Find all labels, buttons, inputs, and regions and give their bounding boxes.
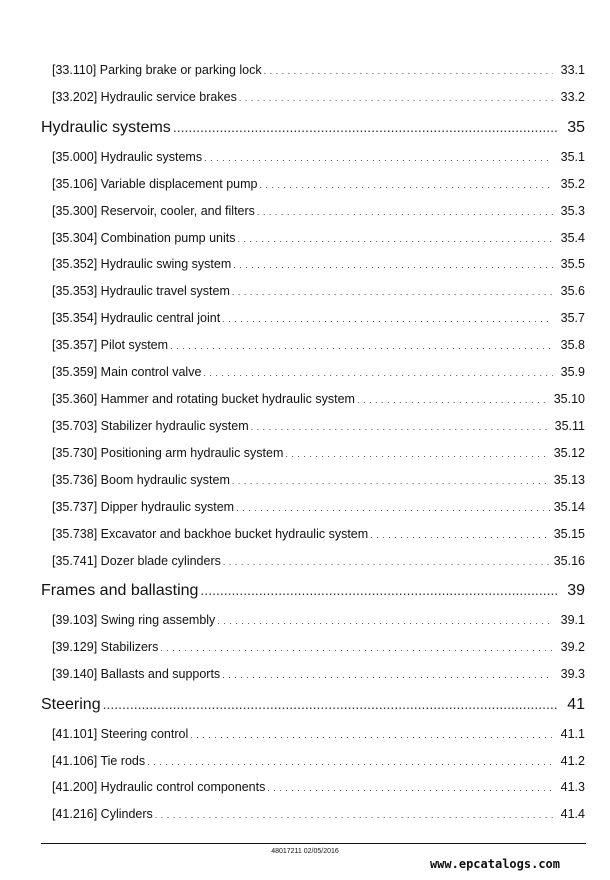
toc-entry-label: [35.703] Stabilizer hydraulic system bbox=[52, 419, 249, 433]
toc-entry-label: [35.304] Combination pump units bbox=[52, 231, 236, 245]
toc-leader-dots bbox=[232, 284, 553, 298]
toc-entry[interactable] bbox=[52, 311, 585, 329]
toc-page-number: 41.1 bbox=[560, 727, 585, 741]
toc-page-number: 35.14 bbox=[553, 500, 585, 514]
toc-leader-dots bbox=[257, 204, 553, 218]
toc-entry-label: [35.359] Main control valve bbox=[52, 365, 202, 379]
toc-entry[interactable] bbox=[52, 754, 585, 772]
toc-leader-dots bbox=[357, 392, 550, 406]
toc-leader-dots bbox=[173, 119, 557, 137]
toc-page-number: 41.3 bbox=[560, 780, 585, 794]
toc-entry-label: [35.730] Positioning arm hydraulic system bbox=[52, 446, 284, 460]
toc-entry-label: [33.202] Hydraulic service brakes bbox=[52, 90, 237, 104]
toc-entry-label: [35.737] Dipper hydraulic system bbox=[52, 500, 235, 514]
toc-entry-label: [35.736] Boom hydraulic system bbox=[52, 473, 230, 487]
toc-leader-dots bbox=[103, 696, 557, 714]
toc-leader-dots bbox=[223, 554, 550, 568]
toc-entry[interactable] bbox=[52, 500, 585, 518]
toc-leader-dots bbox=[239, 90, 553, 104]
toc-leader-dots bbox=[285, 446, 549, 460]
toc-entry-label: [39.129] Stabilizers bbox=[52, 640, 159, 654]
toc-page-number: 35.10 bbox=[553, 392, 585, 406]
toc-page-number: 39 bbox=[567, 582, 585, 599]
toc-entry[interactable] bbox=[52, 727, 585, 745]
toc-entry[interactable] bbox=[52, 527, 585, 545]
toc-entry[interactable] bbox=[52, 446, 585, 464]
toc-entry[interactable] bbox=[52, 284, 585, 302]
toc-leader-dots bbox=[190, 727, 553, 741]
toc-page-number: 39.3 bbox=[560, 667, 585, 681]
toc-leader-dots bbox=[203, 365, 553, 379]
toc-entry[interactable] bbox=[52, 554, 585, 572]
toc-page-number: 35.5 bbox=[560, 257, 585, 271]
toc-page-number: 41.2 bbox=[560, 754, 585, 768]
toc-entry-label: [35.741] Dozer blade cylinders bbox=[52, 554, 221, 568]
toc-entry[interactable] bbox=[52, 640, 585, 658]
toc-entry-label: [35.738] Excavator and backhoe bucket hydraulic system bbox=[52, 527, 369, 541]
toc-page-number: 35.15 bbox=[553, 527, 585, 541]
toc-entry[interactable] bbox=[52, 613, 585, 631]
watermark-url: www.epcatalogs.com bbox=[429, 857, 560, 871]
toc-leader-dots bbox=[237, 231, 553, 245]
toc-entry[interactable] bbox=[52, 204, 585, 222]
toc-entry[interactable] bbox=[52, 90, 585, 108]
toc-leader-dots bbox=[160, 640, 553, 654]
toc-page-number: 35.1 bbox=[560, 150, 585, 164]
toc-leader-dots bbox=[170, 338, 553, 352]
toc-page-number: 35.11 bbox=[554, 419, 585, 433]
toc-entry[interactable] bbox=[52, 667, 585, 685]
toc-leader-dots bbox=[222, 667, 553, 681]
toc-page-number: 33.1 bbox=[560, 63, 585, 77]
toc-page-number: 35.4 bbox=[560, 231, 585, 245]
toc-page-number: 39.2 bbox=[560, 640, 585, 654]
toc-entry-label: [35.000] Hydraulic systems bbox=[52, 150, 203, 164]
toc-entry-label: [41.106] Tie rods bbox=[52, 754, 146, 768]
toc-entry-label: [41.200] Hydraulic control components bbox=[52, 780, 266, 794]
toc-page-number: 35.13 bbox=[553, 473, 585, 487]
toc-page-number: 33.2 bbox=[560, 90, 585, 104]
toc-leader-dots bbox=[232, 473, 550, 487]
toc-leader-dots bbox=[264, 63, 553, 77]
toc-page-number: 41.4 bbox=[560, 807, 585, 821]
toc-page-number: 35.3 bbox=[560, 204, 585, 218]
toc-page-number: 35.2 bbox=[560, 177, 585, 191]
toc-section-heading[interactable] bbox=[41, 696, 585, 718]
toc-entry-label: [39.103] Swing ring assembly bbox=[52, 613, 216, 627]
toc-page-number: 35.16 bbox=[553, 554, 585, 568]
toc-leader-dots bbox=[236, 500, 550, 514]
toc-entry-label: [35.106] Variable displacement pump bbox=[52, 177, 258, 191]
toc-entry[interactable] bbox=[52, 150, 585, 168]
footer-document-code: 48017211 02/05/2016 bbox=[271, 848, 339, 855]
toc-leader-dots bbox=[251, 419, 551, 433]
toc-entry[interactable] bbox=[52, 231, 585, 249]
toc-leader-dots bbox=[259, 177, 553, 191]
toc-leader-dots bbox=[370, 527, 550, 541]
toc-entry[interactable] bbox=[52, 473, 585, 491]
toc-entry[interactable] bbox=[52, 807, 585, 825]
toc-entry-label: [41.216] Cylinders bbox=[52, 807, 153, 821]
toc-entry-label: [35.357] Pilot system bbox=[52, 338, 169, 352]
toc-leader-dots bbox=[267, 780, 553, 794]
toc-page-number: 35 bbox=[567, 119, 585, 136]
toc-entry-label: [41.101] Steering control bbox=[52, 727, 189, 741]
toc-entry[interactable] bbox=[52, 63, 585, 81]
toc-leader-dots bbox=[204, 150, 553, 164]
footer-divider bbox=[41, 843, 586, 844]
toc-entry-label: [35.300] Reservoir, cooler, and filters bbox=[52, 204, 255, 218]
toc-page-number: 35.7 bbox=[560, 311, 585, 325]
toc-leader-dots bbox=[147, 754, 553, 768]
toc-entry[interactable] bbox=[52, 177, 585, 195]
toc-leader-dots bbox=[217, 613, 553, 627]
toc-section-title: Hydraulic systems bbox=[41, 119, 171, 136]
toc-page-number: 41 bbox=[567, 696, 585, 713]
toc-section-title: Steering bbox=[41, 696, 101, 713]
toc-entry-label: [35.352] Hydraulic swing system bbox=[52, 257, 232, 271]
toc-leader-dots bbox=[233, 257, 553, 271]
toc-section-heading[interactable] bbox=[41, 119, 585, 141]
toc-page-number: 35.6 bbox=[560, 284, 585, 298]
toc-page-number: 35.12 bbox=[553, 446, 585, 460]
toc-page-number: 35.9 bbox=[560, 365, 585, 379]
toc-entry[interactable] bbox=[52, 392, 585, 410]
toc-entry-label: [35.353] Hydraulic travel system bbox=[52, 284, 230, 298]
toc-entry[interactable] bbox=[52, 419, 585, 437]
toc-page-number: 35.8 bbox=[560, 338, 585, 352]
toc-entry-label: [39.140] Ballasts and supports bbox=[52, 667, 221, 681]
toc-section-title: Frames and ballasting bbox=[41, 582, 199, 599]
toc-entry[interactable] bbox=[52, 257, 585, 275]
toc-entry-label: [35.360] Hammer and rotating bucket hydraulic system bbox=[52, 392, 355, 406]
toc-page-number: 39.1 bbox=[560, 613, 585, 627]
toc-entry[interactable] bbox=[52, 780, 585, 798]
toc-entry[interactable] bbox=[52, 338, 585, 356]
toc-leader-dots bbox=[155, 807, 553, 821]
toc-entry-label: [33.110] Parking brake or parking lock bbox=[52, 63, 262, 77]
toc-entry[interactable] bbox=[52, 365, 585, 383]
toc-leader-dots bbox=[200, 582, 557, 600]
toc-leader-dots bbox=[222, 311, 553, 325]
toc-section-heading[interactable] bbox=[41, 582, 585, 604]
toc-entry-label: [35.354] Hydraulic central joint bbox=[52, 311, 221, 325]
